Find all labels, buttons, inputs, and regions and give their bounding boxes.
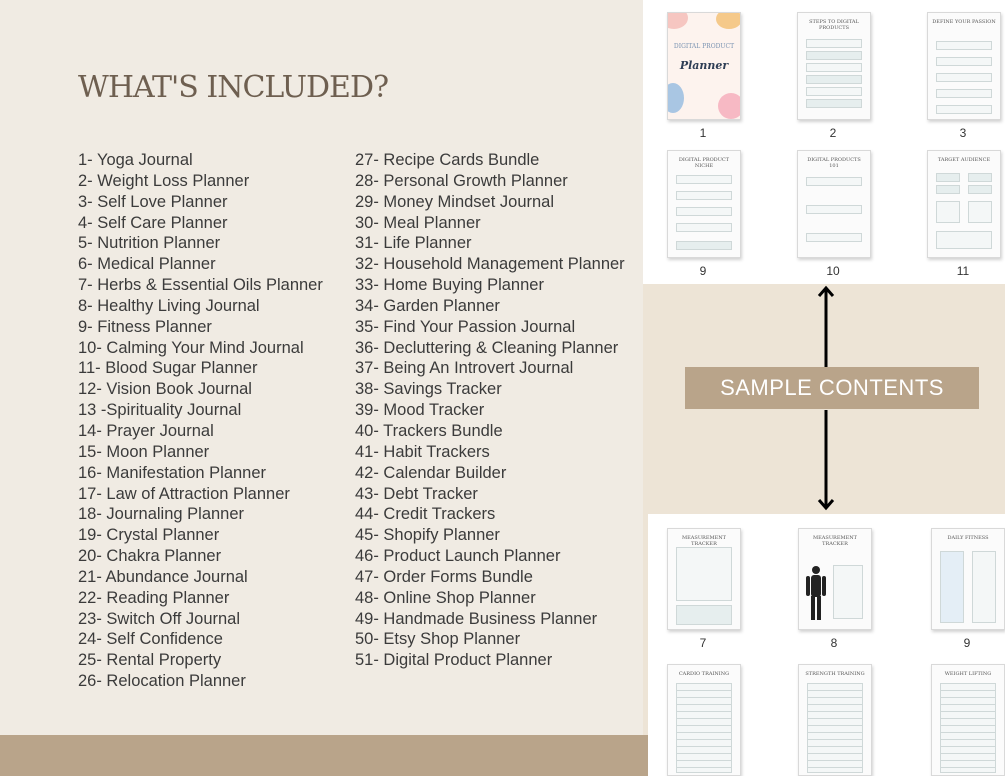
cover-blob <box>716 12 741 29</box>
thumbnail-field <box>676 241 732 250</box>
thumbnail-products-101 <box>797 150 871 258</box>
list-item: 10- Calming Your Mind Journal <box>78 338 304 357</box>
thumbnail-table <box>676 547 732 601</box>
thumbnail-field <box>936 89 992 98</box>
list-item: 42- Calendar Builder <box>355 463 507 482</box>
list-item: 23- Switch Off Journal <box>78 609 241 628</box>
thumbnail-field <box>806 39 862 48</box>
list-item: 29- Money Mindset Journal <box>355 192 555 211</box>
cover-blob <box>667 83 684 113</box>
thumbnail-title: DIGITAL PRODUCTS 101 <box>807 157 861 169</box>
cover-script-title: Planner <box>679 59 729 72</box>
sample-contents-label: SAMPLE CONTENTS <box>685 367 979 409</box>
cover-blob <box>667 12 688 29</box>
thumbnail-field <box>676 605 732 625</box>
thumbnail-field <box>936 173 960 182</box>
list-item: 2- Weight Loss Planner <box>78 171 250 190</box>
thumbnail-field <box>806 51 862 60</box>
list-item: 3- Self Love Planner <box>78 192 228 211</box>
arrow-down-icon <box>817 410 835 514</box>
page-title: WHAT'S INCLUDED? <box>78 70 389 105</box>
thumbnail-table <box>676 683 732 773</box>
thumbnail-measurement-body <box>798 528 872 630</box>
list-item: 26- Relocation Planner <box>78 672 246 691</box>
thumbnail-title: MEASUREMENT TRACKER <box>682 535 726 547</box>
thumbnail-number: 1 <box>699 126 707 140</box>
list-item: 49- Handmade Business Planner <box>355 609 598 628</box>
list-item: 6- Medical Planner <box>78 255 216 274</box>
list-item: 20- Chakra Planner <box>78 547 222 566</box>
list-item: 34- Garden Planner <box>355 296 500 315</box>
thumbnail-number: 9 <box>699 264 707 278</box>
list-item: 47- Order Forms Bundle <box>355 567 533 586</box>
list-item: 43- Debt Tracker <box>355 484 478 503</box>
thumbnail-title: DIGITAL PRODUCT NICHE <box>678 157 730 169</box>
arrow-up-icon <box>817 284 835 370</box>
thumbnail-title: DEFINE YOUR PASSION <box>932 19 996 25</box>
included-list-col1 <box>78 150 323 692</box>
thumbnail-title: WEIGHT LIFTING <box>944 671 992 677</box>
thumbnail-field <box>676 223 732 232</box>
thumbnail-number: 9 <box>963 636 971 650</box>
thumbnail-table <box>833 565 863 619</box>
thumbnail-table <box>940 683 996 773</box>
list-item: 8- Healthy Living Journal <box>78 296 260 315</box>
list-item: 1- Yoga Journal <box>78 151 193 169</box>
thumbnail-steps <box>797 12 871 120</box>
thumbnail-field <box>806 233 862 242</box>
thumbnail-field <box>676 175 732 184</box>
thumbnail-niche <box>667 150 741 258</box>
thumbnail-field <box>676 207 732 216</box>
thumbnail-title: TARGET AUDIENCE <box>937 157 991 163</box>
sample-sheet-bottom <box>648 514 1005 776</box>
list-item: 22- Reading Planner <box>78 588 230 607</box>
thumbnail-measurement <box>667 528 741 630</box>
list-item: 46- Product Launch Planner <box>355 547 561 566</box>
list-item: 51- Digital Product Planner <box>355 651 553 670</box>
thumbnail-weight-lifting <box>931 664 1005 776</box>
bottom-band <box>0 735 648 776</box>
thumbnail-number: 10 <box>826 264 840 278</box>
cover-blob <box>718 93 741 119</box>
thumbnail-title: DAILY FITNESS <box>947 535 989 541</box>
thumbnail-field <box>936 73 992 82</box>
thumbnail-field <box>806 99 862 108</box>
thumbnail-title: STEPS TO DIGITAL PRODUCTS <box>809 19 859 31</box>
list-item: 44- Credit Trackers <box>355 505 496 524</box>
list-item: 9- Fitness Planner <box>78 317 212 336</box>
thumbnail-title: CARDIO TRAINING <box>678 671 730 677</box>
included-list-col2 <box>355 150 625 671</box>
list-item: 24- Self Confidence <box>78 630 223 649</box>
thumbnail-cardio <box>667 664 741 776</box>
thumbnail-number: 3 <box>959 126 967 140</box>
thumbnail-field <box>806 205 862 214</box>
body-silhouette-icon <box>805 565 827 621</box>
list-item: 45- Shopify Planner <box>355 526 500 545</box>
thumbnail-field <box>806 63 862 72</box>
list-item: 7- Herbs & Essential Oils Planner <box>78 276 323 295</box>
thumbnail-number: 2 <box>829 126 837 140</box>
list-item: 12- Vision Book Journal <box>78 380 252 399</box>
list-item: 40- Trackers Bundle <box>355 421 503 440</box>
thumbnail-daily-fitness <box>931 528 1005 630</box>
thumbnail-number: 11 <box>956 264 970 278</box>
cover-title: DIGITAL PRODUCT <box>673 43 735 50</box>
thumbnail-field <box>806 177 862 186</box>
thumbnail-passion <box>927 12 1001 120</box>
thumbnail-cover <box>667 12 741 120</box>
thumbnail-table <box>807 683 863 773</box>
thumbnail-field <box>676 191 732 200</box>
list-item: 28- Personal Growth Planner <box>355 171 568 190</box>
list-item: 21- Abundance Journal <box>78 567 248 586</box>
list-item: 37- Being An Introvert Journal <box>355 359 574 378</box>
list-item: 5- Nutrition Planner <box>78 234 221 253</box>
thumbnail-field <box>968 201 992 223</box>
thumbnail-field <box>936 105 992 114</box>
list-item: 25- Rental Property <box>78 651 222 670</box>
list-item: 33- Home Buying Planner <box>355 276 544 295</box>
list-item: 18- Journaling Planner <box>78 505 245 524</box>
thumbnail-field <box>936 231 992 249</box>
thumbnail-title: STRENGTH TRAINING <box>805 671 865 677</box>
list-item: 48- Online Shop Planner <box>355 588 536 607</box>
thumbnail-field <box>936 41 992 50</box>
list-item: 17- Law of Attraction Planner <box>78 484 290 503</box>
list-item: 41- Habit Trackers <box>355 442 490 461</box>
thumbnail-title: MEASUREMENT TRACKER <box>813 535 857 547</box>
thumbnail-target-audience <box>927 150 1001 258</box>
thumbnail-field <box>936 185 960 194</box>
list-item: 16- Manifestation Planner <box>78 463 267 482</box>
list-item: 39- Mood Tracker <box>355 401 485 420</box>
thumbnail-field <box>806 75 862 84</box>
list-item: 13 -Spirituality Journal <box>78 401 242 420</box>
thumbnail-field <box>936 201 960 223</box>
list-item: 50- Etsy Shop Planner <box>355 630 521 649</box>
thumbnail-strength <box>798 664 872 776</box>
thumbnail-number: 8 <box>830 636 838 650</box>
sample-sheet-top <box>643 0 1005 284</box>
list-item: 4- Self Care Planner <box>78 213 228 232</box>
thumbnail-field <box>940 551 964 623</box>
list-item: 31- Life Planner <box>355 234 472 253</box>
thumbnail-field <box>968 185 992 194</box>
list-item: 14- Prayer Journal <box>78 421 214 440</box>
list-item: 32- Household Management Planner <box>355 255 625 274</box>
thumbnail-field <box>806 87 862 96</box>
list-item: 35- Find Your Passion Journal <box>355 317 576 336</box>
thumbnail-field <box>968 173 992 182</box>
list-item: 36- Decluttering & Cleaning Planner <box>355 338 619 357</box>
thumbnail-number: 7 <box>699 636 707 650</box>
thumbnail-field <box>972 551 996 623</box>
list-item: 15- Moon Planner <box>78 442 210 461</box>
list-item: 38- Savings Tracker <box>355 380 502 399</box>
list-item: 11- Blood Sugar Planner <box>78 359 258 378</box>
thumbnail-field <box>936 57 992 66</box>
list-item: 27- Recipe Cards Bundle <box>355 151 540 169</box>
list-item: 30- Meal Planner <box>355 213 481 232</box>
list-item: 19- Crystal Planner <box>78 526 220 545</box>
